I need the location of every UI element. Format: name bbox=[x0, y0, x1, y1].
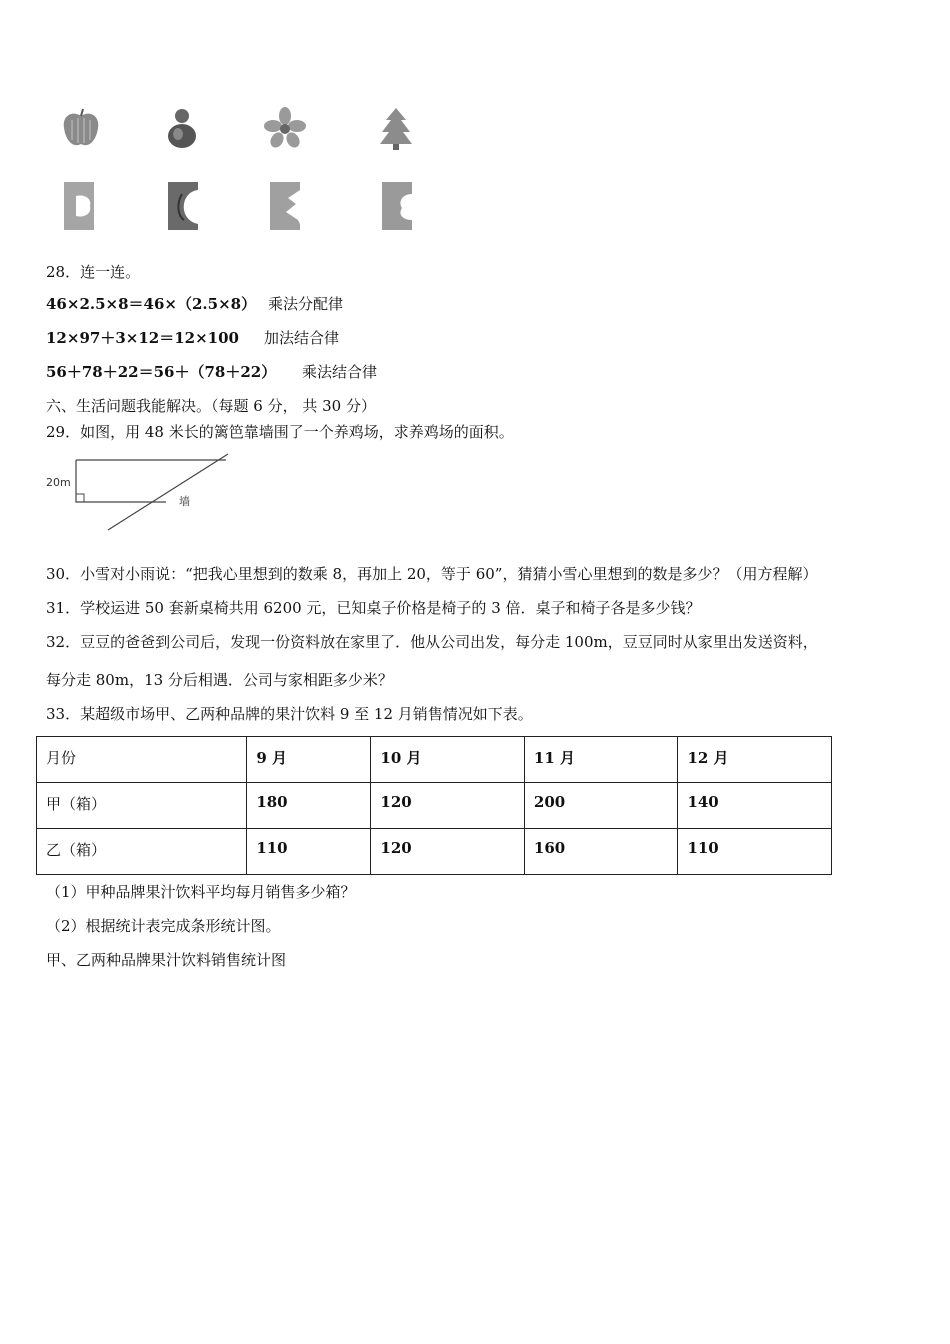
q28-expr-3: 56＋78＋22＝56＋（78＋22） bbox=[46, 363, 277, 381]
table-cell: 120 bbox=[371, 783, 525, 829]
q29-text: 29．如图，用 48 米长的篱笆靠墙围了一个养鸡场，求养鸡场的面积。 bbox=[46, 423, 514, 441]
q28-law-2: 加法结合律 bbox=[264, 329, 340, 347]
table-cell: 9 月 bbox=[247, 737, 371, 783]
q28-law-3: 乘法结合律 bbox=[302, 363, 378, 381]
table-header-row bbox=[37, 737, 832, 783]
table-cell: 10 月 bbox=[371, 737, 525, 783]
gourd-image bbox=[162, 104, 202, 152]
table-cell: 11 月 bbox=[524, 737, 678, 783]
table-row bbox=[37, 783, 832, 829]
table-cell: 12 月 bbox=[678, 737, 832, 783]
sales-table bbox=[36, 736, 832, 875]
cutout-image-2 bbox=[166, 180, 202, 232]
q33-sub2: （2）根据统计表完成条形统计图。 bbox=[46, 917, 281, 935]
chart-title: 甲、乙两种品牌果汁饮料销售统计图 bbox=[46, 951, 287, 969]
q28-expr-1: 46×2.5×8＝46×（2.5×8） bbox=[46, 295, 257, 313]
table-cell: 200 bbox=[524, 783, 678, 829]
q31-text: 31．学校运进 50 套新桌椅共用 6200 元，已知桌子价格是椅子的 3 倍．桌子和椅子各是多少钱？ bbox=[46, 599, 701, 617]
section-6-heading: 六、生活问题我能解决。（每题 6 分， 共 30 分） bbox=[46, 397, 376, 415]
q28-law-1: 乘法分配律 bbox=[268, 295, 344, 313]
cutout-image-1 bbox=[62, 180, 98, 232]
q29-diagram bbox=[42, 450, 242, 534]
table-cell: 140 bbox=[678, 783, 832, 829]
flower-image bbox=[262, 106, 308, 150]
q33-sub1: （1）甲种品牌果汁饮料平均每月销售多少箱？ bbox=[46, 883, 356, 901]
tree-image bbox=[376, 104, 416, 152]
q32-text-line2: 每分走 80m，13 分后相遇．公司与家相距多少米？ bbox=[46, 671, 393, 689]
q32-text-line1: 32．豆豆的爸爸到公司后，发现一份资料放在家里了．他从公司出发，每分走 100m，豆豆同时从家里出发送资料， bbox=[46, 633, 818, 651]
q33-text: 33．某超级市场甲、乙两种品牌的果汁饮料 9 至 12 月销售情况如下表。 bbox=[46, 705, 533, 723]
table-cell: 120 bbox=[371, 829, 525, 875]
table-cell: 180 bbox=[247, 783, 371, 829]
table-cell: 110 bbox=[678, 829, 832, 875]
table-cell: 160 bbox=[524, 829, 678, 875]
table-cell: 月份 bbox=[37, 737, 247, 783]
table-row bbox=[37, 829, 832, 875]
q28-expr-2: 12×97＋3×12＝12×100 bbox=[46, 329, 239, 347]
cutout-image-4 bbox=[380, 180, 416, 232]
q28-title: 28．连一连。 bbox=[46, 263, 141, 281]
q30-text: 30．小雪对小雨说：“把我心里想到的数乘 8，再加上 20，等于 60”，猜猜小雪心里想到的数是多少？（用方程解） bbox=[46, 565, 818, 583]
diagram-wall-label: 墙 bbox=[179, 495, 190, 508]
table-cell: 110 bbox=[247, 829, 371, 875]
diagram-side-label: 20m bbox=[46, 476, 71, 489]
table-cell: 乙（箱） bbox=[37, 829, 247, 875]
apple-image bbox=[58, 106, 104, 152]
cutout-image-3 bbox=[268, 180, 304, 232]
table-cell: 甲（箱） bbox=[37, 783, 247, 829]
